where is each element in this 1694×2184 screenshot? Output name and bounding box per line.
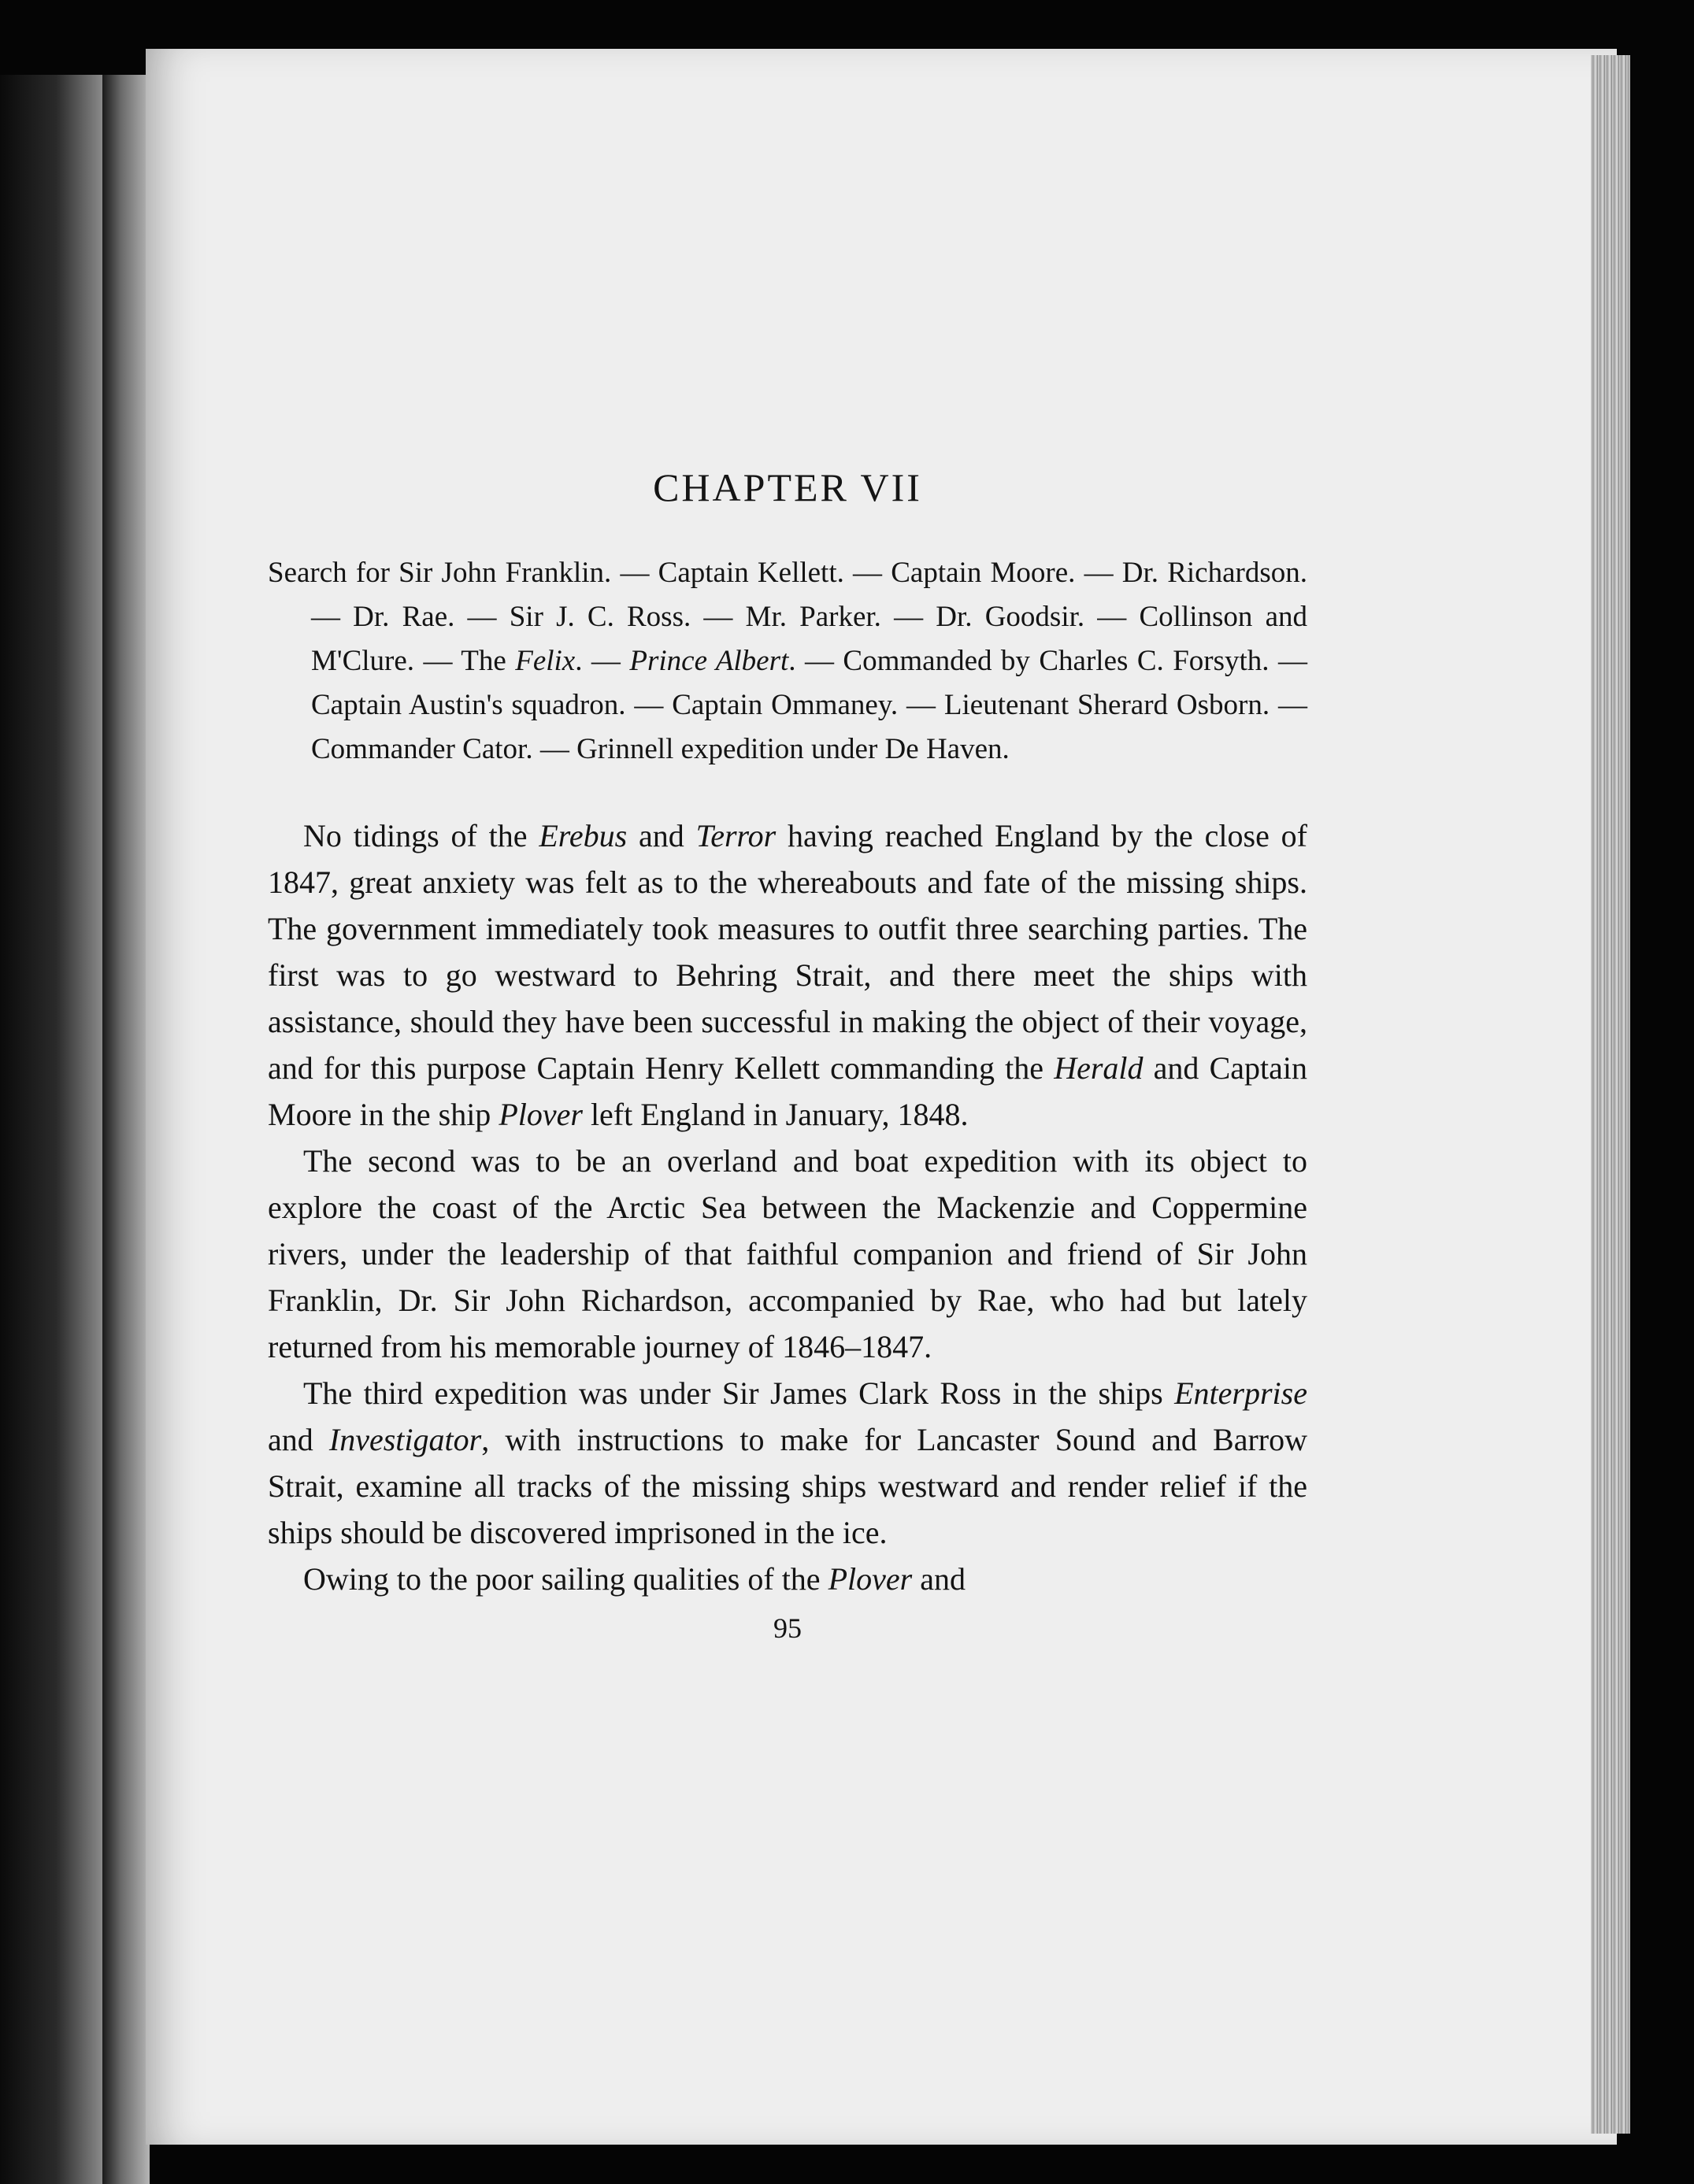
p3-text-a: The third expedition was under Sir James Clark Ross in the ships (303, 1375, 1175, 1411)
p3-text-c: , with instructions to make for Lancaster Sound and Barrow Strait, examine all tracks of the missing ships westward and render relief if the ships should be discovered imprisoned in the ice. (268, 1422, 1307, 1550)
chapter-summary (268, 551, 1307, 772)
p1-text-d: and Captain Moore in the ship (268, 1050, 1307, 1132)
page-number: 95 (773, 1612, 802, 1644)
summary-text-3: . — Commanded by Charles C. Forsyth. — Captain Austin's squadron. — Captain Ommaney. — Lieutenant Sherard Osborn. — Commander Cator. — Grinnell expedition under De Haven. (311, 645, 1307, 765)
ship-investigator: Investigator (328, 1422, 482, 1457)
paragraph-3 (268, 1370, 1307, 1556)
page-content (268, 465, 1307, 1645)
p4-text-a: Owing to the poor sailing qualities of the (303, 1561, 828, 1597)
p1-text-b: and (627, 818, 696, 853)
ship-plover-2: Plover (828, 1561, 913, 1597)
p4-text-b: and (912, 1561, 966, 1597)
facing-page-edge (0, 75, 102, 2184)
summary-text-2: . — (575, 645, 630, 677)
summary-prince-albert: Prince Albert (629, 645, 789, 677)
p3-text-b: and (268, 1422, 329, 1457)
ship-herald: Herald (1054, 1050, 1144, 1086)
p1-text-a: No tidings of the (303, 818, 539, 853)
book-gutter (102, 75, 150, 2184)
ship-plover: Plover (499, 1097, 583, 1132)
p1-text-e: left England in January, 1848. (582, 1097, 969, 1132)
ship-enterprise: Enterprise (1174, 1375, 1307, 1411)
ship-terror: Terror (695, 818, 777, 853)
summary-text-1: Search for Sir John Franklin. — Captain Kellett. — Captain Moore. — Dr. Richardson. — Dr. Rae. — Sir J. C. Ross. — Mr. Parker. — Dr. Goodsir. — Collinson and M'Clure. — The (268, 557, 1307, 677)
paragraph-2: The second was to be an overland and boat expedition with its object to explore the coast of the Arctic Sea between the Mackenzie and Coppermine rivers, under the leadership of that faithful companion and friend of Sir John Franklin, Dr. Sir John Richardson, accompanied by Rae, who had but lately returned from his memorable journey of 1846–1847. (268, 1143, 1307, 1364)
page-stack-edge (1591, 55, 1630, 2134)
p1-text-c: having reached England by the close of 1847, great anxiety was felt as to the whereabouts and fate of the missing ships. The government immediately took measures to outfit three searching parties. The first was to go westward to Behring Strait, and there meet the ships with assistance, should they have been successful in making the object of their voyage, and for this purpose Captain Henry Kellett commanding the (268, 818, 1307, 1086)
paragraph-1 (268, 813, 1307, 1138)
ship-erebus: Erebus (539, 818, 628, 853)
summary-felix: Felix (515, 645, 576, 677)
paragraph-4 (268, 1556, 1307, 1602)
chapter-title: CHAPTER VII (653, 465, 922, 509)
